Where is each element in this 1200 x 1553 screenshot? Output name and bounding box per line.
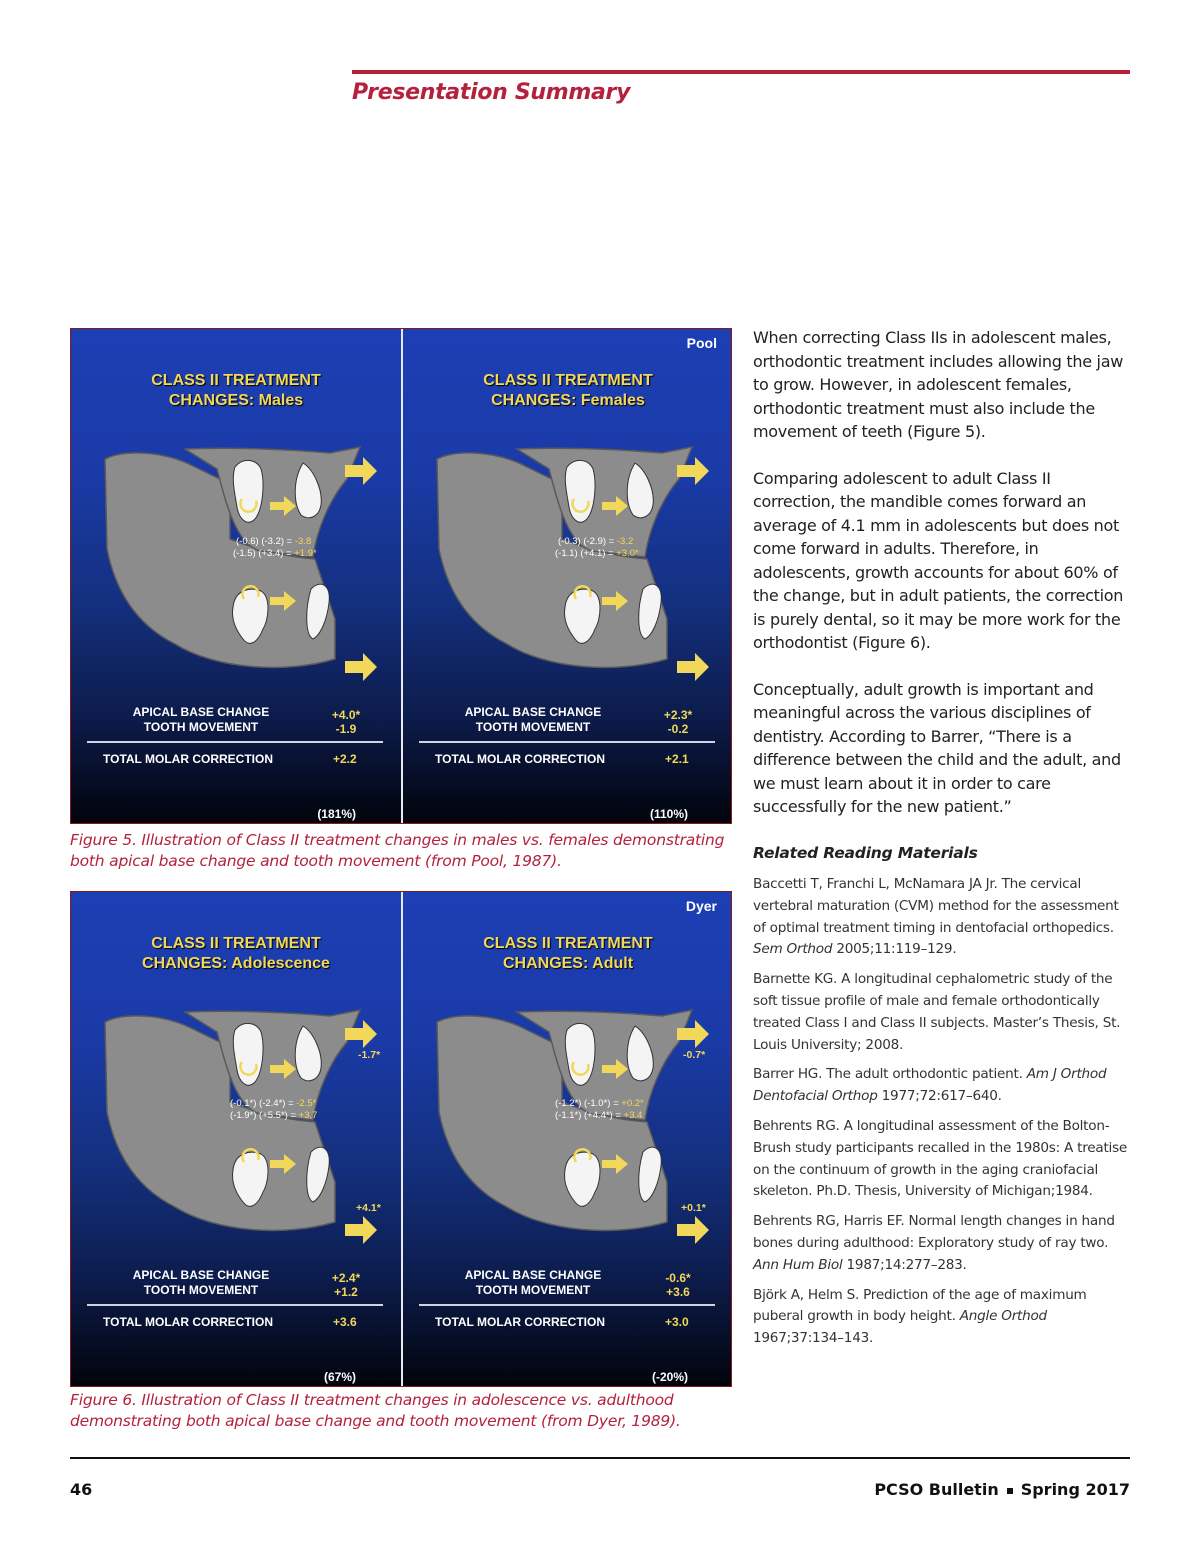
total-correction-value: +3.6	[333, 1315, 357, 1329]
reference-item: Barnette KG. A longitudinal cephalometric study of the soft tissue profile of male and female orthodontically treated Class I and Class II subjects. Master’s Thesis, St. Louis University; 2008.	[753, 971, 1121, 1053]
tooth-movement-value: -0.2	[667, 722, 689, 736]
stats-rule	[87, 741, 383, 743]
mandible-illustration	[417, 439, 717, 689]
related-reading-heading: Related Reading Materials	[753, 844, 978, 862]
section-title: Presentation Summary	[352, 80, 631, 105]
percent-label: (-20%)	[651, 1370, 688, 1384]
equation-upper: (-0.3) (-2.9) = -3.2	[558, 536, 634, 547]
paragraph: Conceptually, adult growth is important and meaningful across the various disciplines of dentistry. According to Barrer, “There is a difference between the child and the adult, and we must learn about it in order to care successfully for the new patient.”	[753, 679, 1121, 816]
equation-upper: (-0.6) (-3.2) = -3.8	[236, 536, 312, 547]
caption-line: demonstrating both apical base change and tooth movement (from Dyer, 1989).	[70, 1412, 681, 1430]
caption-line: Figure 5. Illustration of Class II treatment changes in males vs. females demonstrating	[70, 831, 725, 849]
figure-6-image	[70, 891, 732, 1387]
separator-square-icon	[1007, 1488, 1013, 1494]
reference-list	[753, 874, 1131, 1358]
panel-title	[71, 371, 401, 411]
paragraph: When correcting Class IIs in adolescent males, orthodontic treatment includes allowing the jaw to grow. However, in adolescent females, orthodontic treatment must also include the movement of teeth (Figure 5).	[753, 328, 1123, 441]
stats-rule	[419, 741, 715, 743]
upper-arrow-label: -0.7*	[683, 1049, 706, 1061]
equation-upper: (-0.1*) (-2.4*) = -2.5*	[230, 1098, 317, 1109]
publication-name: PCSO Bulletin	[874, 1480, 999, 1499]
caption-line: both apical base change and tooth movement (from Pool, 1987).	[70, 852, 562, 870]
apical-base-value: +2.4*	[331, 1271, 361, 1285]
panel-title-line2: CHANGES: Adolescence	[142, 955, 330, 972]
panel-title	[403, 934, 732, 974]
panel-title	[71, 934, 401, 974]
stats-rule	[419, 1304, 715, 1306]
apical-base-label: APICAL BASE CHANGE	[132, 705, 270, 719]
mandible-illustration	[85, 1002, 385, 1252]
apical-base-value: +2.3*	[663, 708, 693, 722]
panel-title-line1: CLASS II TREATMENT	[151, 372, 321, 389]
tooth-movement-label: TOOTH MOVEMENT	[475, 1283, 591, 1297]
caption-line: Figure 6. Illustration of Class II treatment changes in adolescence vs. adulthood	[70, 1391, 674, 1409]
tooth-movement-label: TOOTH MOVEMENT	[475, 720, 591, 734]
total-correction-label: TOTAL MOLAR CORRECTION	[103, 1315, 273, 1329]
footer-rule	[70, 1457, 1130, 1459]
reference-item: Baccetti T, Franchi L, McNamara JA Jr. The cervical vertebral maturation (CVM) method for the assessment of optimal treatment timing in dentofacial orthopedics. Sem Orthod 2005;11:119–129.	[753, 876, 1119, 958]
figure-5-caption	[70, 830, 730, 872]
lower-arrow-label: +4.1*	[356, 1202, 381, 1214]
panel-title	[403, 371, 732, 411]
apical-base-label: APICAL BASE CHANGE	[464, 705, 602, 719]
tooth-movement-value: +3.6	[666, 1285, 690, 1299]
figure-source-label: Pool	[686, 335, 717, 351]
percent-label: (181%)	[317, 807, 356, 821]
upper-arrow-label: -1.7*	[358, 1049, 381, 1061]
equation-lower: (-1.1*) (+4.4*) = +3.4	[555, 1110, 643, 1121]
lower-arrow-label: +0.1*	[681, 1202, 706, 1214]
total-correction-label: TOTAL MOLAR CORRECTION	[435, 1315, 605, 1329]
total-correction-label: TOTAL MOLAR CORRECTION	[435, 752, 605, 766]
reference-item: Barrer HG. The adult orthodontic patient. Am J Orthod Dentofacial Orthop 1977;72:617–640.	[753, 1066, 1107, 1105]
article-body	[753, 326, 1131, 842]
tooth-movement-label: TOOTH MOVEMENT	[143, 720, 259, 734]
total-correction-value: +2.1	[665, 752, 689, 766]
panel-females	[403, 329, 732, 823]
total-correction-value: +3.0	[665, 1315, 689, 1329]
tooth-movement-value: +1.2	[334, 1285, 358, 1299]
percent-label: (67%)	[323, 1370, 356, 1384]
total-correction-value: +2.2	[333, 752, 357, 766]
paragraph: Comparing adolescent to adult Class II correction, the mandible comes forward an average of 4.1 mm in adolescents but does not come forward in adults. Therefore, in adolescents, growth accounts for about 60% of the change, but in adult patients, the correction is purely dental, so it may be more work for the orthodontist (Figure 6).	[753, 468, 1124, 652]
reference-item: Björk A, Helm S. Prediction of the age of maximum puberal growth in body height. Angle Orthod 1967;37:134–143.	[753, 1286, 1087, 1347]
panel-adolescence	[71, 892, 401, 1386]
percent-label: (110%)	[649, 807, 688, 821]
apical-base-value: -0.6*	[665, 1271, 691, 1285]
header-rule	[352, 70, 1130, 74]
page-number: 46	[70, 1480, 93, 1499]
mandible-illustration	[85, 439, 385, 689]
equation-lower: (-1.5) (+3.4) = +1.9*	[233, 548, 317, 559]
total-correction-label: TOTAL MOLAR CORRECTION	[103, 752, 273, 766]
figure-5-image	[70, 328, 732, 824]
apical-base-label: APICAL BASE CHANGE	[464, 1268, 602, 1282]
equation-upper: (-1.2*) (-1.0*) = +0.2*	[555, 1098, 644, 1109]
tooth-movement-value: -1.9	[335, 722, 357, 736]
panel-title-line1: CLASS II TREATMENT	[151, 935, 321, 952]
panel-title-line2: CHANGES: Adult	[502, 955, 634, 972]
reference-item: Behrents RG, Harris EF. Normal length changes in hand bones during adulthood: Exploratory study of ray two. Ann Hum Biol 1987;14:277–283.	[753, 1213, 1115, 1273]
mandible-illustration	[417, 1002, 717, 1252]
reference-item: Behrents RG. A longitudinal assessment of the Bolton-Brush study participants recalled in the 1980s: A treatise on the continuum of growth in the aging craniofacial skeleton. Ph.D. Thesis, University of Michigan;1984.	[753, 1117, 1128, 1200]
figure-source-label: Dyer	[685, 898, 717, 914]
panel-title-line1: CLASS II TREATMENT	[483, 372, 653, 389]
figure-6-caption	[70, 1390, 730, 1432]
equation-lower: (-1.1) (+4.1) = +3.0*	[555, 548, 639, 559]
panel-title-line2: CHANGES: Females	[491, 392, 645, 409]
tooth-movement-label: TOOTH MOVEMENT	[143, 1283, 259, 1297]
apical-base-label: APICAL BASE CHANGE	[132, 1268, 270, 1282]
footer-publication	[874, 1480, 1130, 1499]
panel-title-line2: CHANGES: Males	[168, 392, 304, 409]
stats-rule	[87, 1304, 383, 1306]
panel-adult	[403, 892, 732, 1386]
equation-lower: (-1.9*) (+5.5*) = +3.7	[230, 1110, 318, 1121]
panel-title-line1: CLASS II TREATMENT	[483, 935, 653, 952]
panel-males	[71, 329, 401, 823]
issue-label: Spring 2017	[1020, 1480, 1130, 1499]
apical-base-value: +4.0*	[331, 708, 361, 722]
